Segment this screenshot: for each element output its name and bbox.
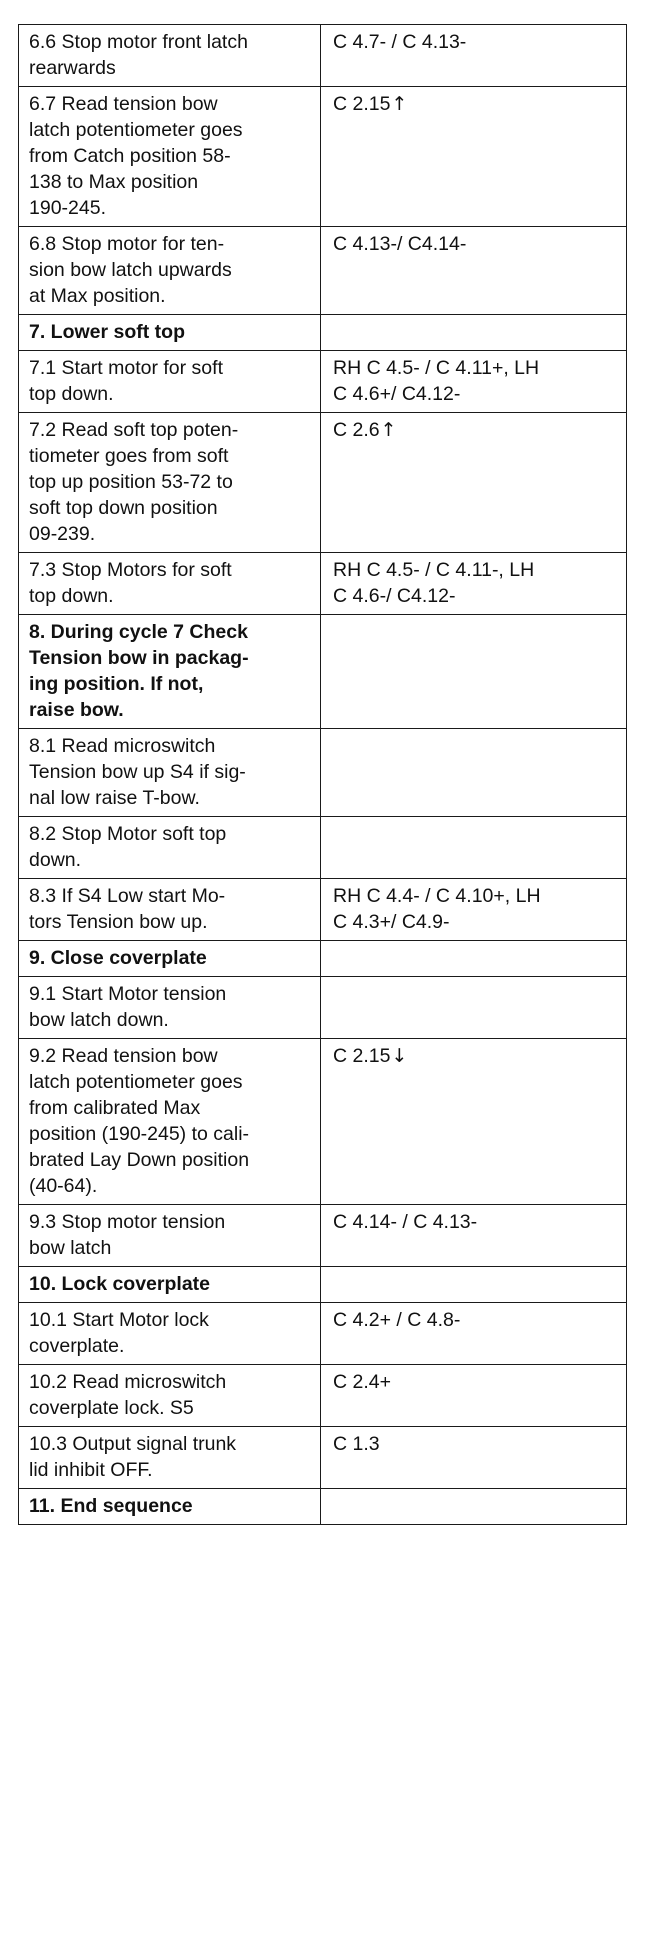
connector-reference-text: C 4.14- / C 4.13- — [333, 1211, 478, 1233]
connector-reference-cell — [321, 729, 627, 817]
section-heading-text: 11. End sequence — [29, 1495, 193, 1517]
table-row — [19, 1365, 627, 1427]
connector-reference-cell — [321, 1205, 627, 1267]
section-heading-text: 9. Close coverplate — [29, 947, 207, 969]
step-description-text: 9.3 Stop motor tension bow latch — [29, 1211, 226, 1259]
arrow-up-icon: ↑ — [391, 93, 408, 115]
section-heading-text: 10. Lock coverplate — [29, 1273, 211, 1295]
table-row — [19, 1039, 627, 1205]
section-heading-cell — [19, 941, 321, 977]
step-description-text: 9.2 Read tension bow latch potentiometer goes from calibrated Max position (190-245) to cali- brated Lay Down position (40-64). — [29, 1045, 250, 1197]
section-heading-text: 7. Lower soft top — [29, 321, 185, 343]
step-description-cell — [19, 227, 321, 315]
connector-reference-cell — [321, 941, 627, 977]
connector-reference-cell — [321, 413, 627, 553]
step-description-cell — [19, 1303, 321, 1365]
step-description-cell — [19, 1039, 321, 1205]
table-row — [19, 351, 627, 413]
connector-reference-cell — [321, 1039, 627, 1205]
step-description-cell — [19, 1205, 321, 1267]
section-heading-cell — [19, 1267, 321, 1303]
table-row — [19, 413, 627, 553]
section-heading-row — [19, 315, 627, 351]
table-row — [19, 1205, 627, 1267]
step-description-text: 6.7 Read tension bow latch potentiometer goes from Catch position 58- 138 to Max position 190-245. — [29, 93, 243, 219]
connector-reference-text: RH C 4.4- / C 4.10+, LH C 4.3+/ C4.9- — [333, 885, 541, 933]
table-row — [19, 817, 627, 879]
connector-reference-cell — [321, 1365, 627, 1427]
table-row — [19, 227, 627, 315]
step-description-text: 10.1 Start Motor lock coverplate. — [29, 1309, 209, 1357]
section-heading-cell — [19, 315, 321, 351]
connector-reference-cell — [321, 817, 627, 879]
connector-reference-text: C 4.2+ / C 4.8- — [333, 1309, 461, 1331]
step-description-cell — [19, 817, 321, 879]
step-description-cell — [19, 1427, 321, 1489]
step-description-cell — [19, 729, 321, 817]
section-heading-row — [19, 1489, 627, 1525]
connector-reference-text: RH C 4.5- / C 4.11+, LH C 4.6+/ C4.12- — [333, 357, 540, 405]
step-description-text: 6.8 Stop motor for ten- sion bow latch upwards at Max position. — [29, 233, 232, 307]
step-description-cell — [19, 977, 321, 1039]
step-description-text: 6.6 Stop motor front latch rearwards — [29, 31, 248, 79]
connector-reference-cell — [321, 879, 627, 941]
connector-reference-text: C 2.6 — [333, 419, 380, 441]
table-row — [19, 879, 627, 941]
connector-reference-cell — [321, 553, 627, 615]
section-heading-row — [19, 615, 627, 729]
table-row — [19, 87, 627, 227]
step-description-cell — [19, 25, 321, 87]
connector-reference-cell — [321, 977, 627, 1039]
table-row — [19, 1303, 627, 1365]
arrow-down-icon: ↓ — [391, 1045, 408, 1067]
connector-reference-text: C 1.3 — [333, 1433, 380, 1455]
section-heading-row — [19, 941, 627, 977]
connector-reference-cell — [321, 615, 627, 729]
connector-reference-cell — [321, 1489, 627, 1525]
table-row — [19, 1427, 627, 1489]
procedure-table-body — [19, 25, 627, 1525]
step-description-text: 10.3 Output signal trunk lid inhibit OFF. — [29, 1433, 237, 1481]
connector-reference-cell — [321, 351, 627, 413]
connector-reference-text: C 2.15 — [333, 93, 391, 115]
table-row — [19, 25, 627, 87]
step-description-text: 8.2 Stop Motor soft top down. — [29, 823, 227, 871]
connector-reference-text: RH C 4.5- / C 4.11-, LH C 4.6-/ C4.12- — [333, 559, 535, 607]
connector-reference-cell — [321, 25, 627, 87]
arrow-up-icon: ↑ — [380, 419, 397, 441]
section-heading-cell — [19, 1489, 321, 1525]
connector-reference-text: C 4.13-/ C4.14- — [333, 233, 467, 255]
connector-reference-cell — [321, 1267, 627, 1303]
step-description-cell — [19, 413, 321, 553]
step-description-text: 7.3 Stop Motors for soft top down. — [29, 559, 232, 607]
connector-reference-cell — [321, 87, 627, 227]
step-description-text: 8.3 If S4 Low start Mo- tors Tension bow up. — [29, 885, 226, 933]
step-description-cell — [19, 87, 321, 227]
step-description-text: 8.1 Read microswitch Tension bow up S4 if sig- nal low raise T-bow. — [29, 735, 246, 809]
step-description-cell — [19, 1365, 321, 1427]
step-description-cell — [19, 351, 321, 413]
step-description-text: 10.2 Read microswitch coverplate lock. S5 — [29, 1371, 227, 1419]
section-heading-text: 8. During cycle 7 Check Tension bow in packag- ing position. If not, raise bow. — [29, 621, 249, 721]
connector-reference-cell — [321, 315, 627, 351]
connector-reference-text: C 4.7- / C 4.13- — [333, 31, 467, 53]
section-heading-cell — [19, 615, 321, 729]
connector-reference-cell — [321, 1303, 627, 1365]
section-heading-row — [19, 1267, 627, 1303]
table-row — [19, 553, 627, 615]
table-row — [19, 729, 627, 817]
connector-reference-text: C 2.15 — [333, 1045, 391, 1067]
table-row — [19, 977, 627, 1039]
connector-reference-text: C 2.4+ — [333, 1371, 391, 1393]
connector-reference-cell — [321, 227, 627, 315]
step-description-text: 7.2 Read soft top poten- tiometer goes from soft top up position 53-72 to soft top down position 09-239. — [29, 419, 239, 545]
step-description-text: 7.1 Start motor for soft top down. — [29, 357, 223, 405]
step-description-text: 9.1 Start Motor tension bow latch down. — [29, 983, 227, 1031]
step-description-cell — [19, 879, 321, 941]
connector-reference-cell — [321, 1427, 627, 1489]
procedure-table — [18, 24, 627, 1525]
step-description-cell — [19, 553, 321, 615]
